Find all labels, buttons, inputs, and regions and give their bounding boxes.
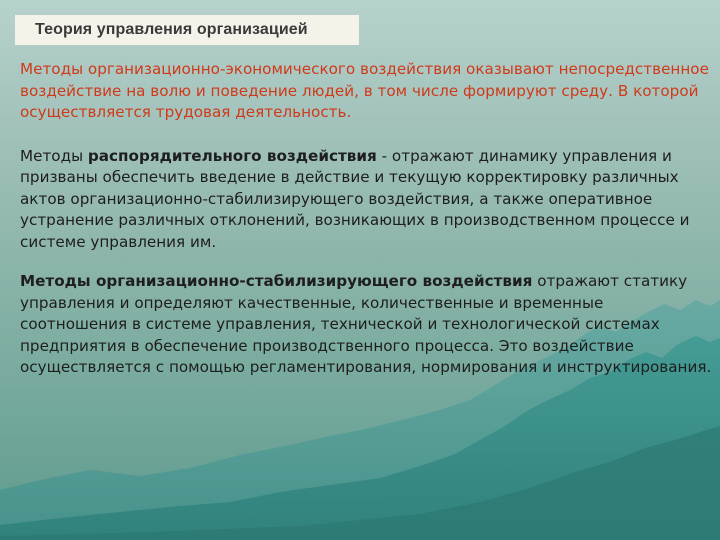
slide-content	[20, 59, 712, 379]
paragraph-administrative-text: - отражают динамику управления и призваны обеспечить введение в действие и текущую корректировку различных актов организационно-стабилизирующего воздействия, а также оперативное устранение различных отклонений, возникающих в производственном процессе и системе управления им.	[20, 146, 690, 251]
paragraph-administrative-term: распорядительного воздействия	[87, 146, 377, 165]
slide-title: Теория управления организацией	[35, 21, 308, 38]
paragraph-stabilizing	[20, 271, 712, 379]
paragraph-organizational-economic: Методы организационно-экономического воздействия оказывают непосредственное воздействие на волю и поведение людей, в том числе формируют среду. В которой осуществляется трудовая деятельность.	[20, 60, 709, 121]
paragraph-stabilizing-term: Методы организационно-стабилизирующего воздействия	[20, 272, 533, 290]
paragraph-administrative	[20, 146, 712, 254]
paragraph-administrative-prefix: Методы	[20, 146, 88, 165]
title-box	[15, 15, 359, 45]
paragraph-stabilizing-text: отражают статику управления и определяют качественные, количественные и временные соотношения в системе управления, технической и технологической системах предприятия в обеспечение производственного процесса. Это воздействие осуществляется с помощью регламентирования, нормирования и инструктирования.	[20, 272, 712, 376]
